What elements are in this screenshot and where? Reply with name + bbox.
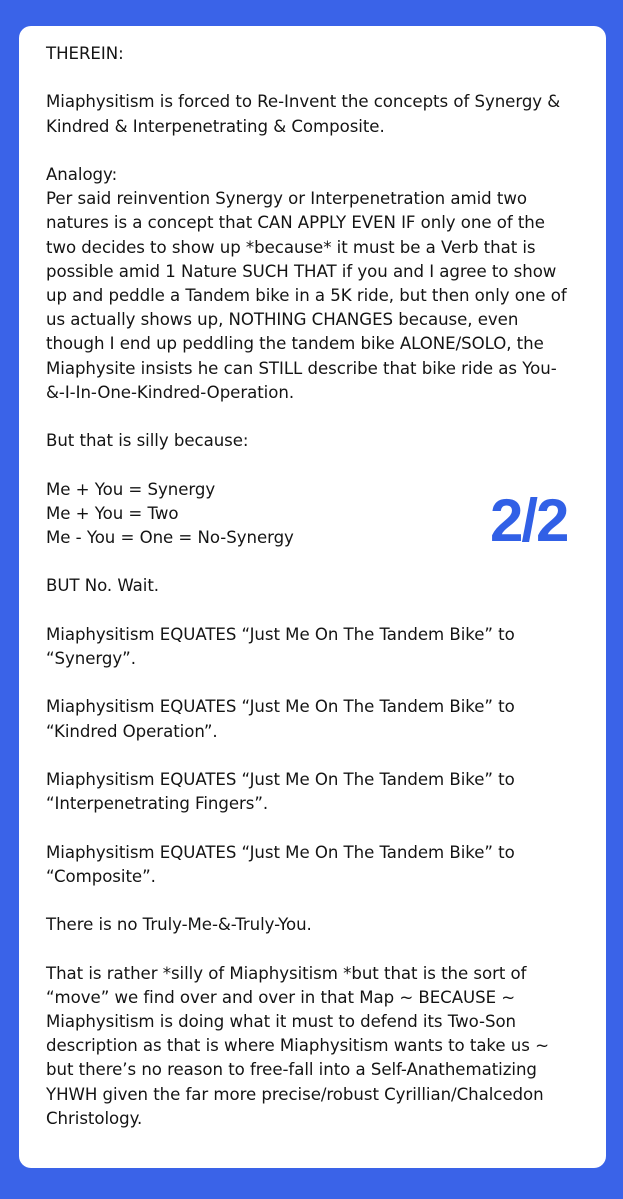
text-line: natures is a concept that CAN APPLY EVEN IF only one of the <box>46 213 545 233</box>
text-line: two decides to show up *because* it must be a Verb that is <box>46 237 536 257</box>
paragraph <box>46 163 590 405</box>
text-line: Me - You = One = No-Synergy <box>46 528 294 547</box>
text-line: Miaphysitism EQUATES “Just Me On The Tandem Bike” to <box>46 842 515 862</box>
document-card <box>19 26 606 1168</box>
text-line: possible amid 1 Nature SUCH THAT if you and I agree to show <box>46 261 557 281</box>
text-line: Miaphysitism EQUATES “Just Me On The Tandem Bike” to <box>46 769 515 789</box>
text-line: Miaphysite insists he can STILL describe that bike ride as You- <box>46 358 557 378</box>
text-line: up and peddle a Tandem bike in a 5K ride, but then only one of <box>46 286 567 305</box>
paragraph <box>46 429 590 453</box>
text-line: though I end up peddling the tandem bike ALONE/SOLO, the <box>46 334 544 354</box>
text-line: Miaphysitism is doing what it must to defend its Two-Son <box>46 1011 517 1031</box>
text-line: “Interpenetrating Fingers”. <box>46 794 269 814</box>
text-line: Me + You = Two <box>46 503 179 523</box>
text-line: BUT No. Wait. <box>46 576 160 596</box>
text-line: That is rather *silly of Miaphysitism *but that is the sort of <box>46 963 527 983</box>
text-line: There is no Truly-Me-&-Truly-You. <box>46 915 312 935</box>
text-line: “move” we find over and over in that Map ~ BECAUSE ~ <box>46 987 516 1007</box>
text-line: Miaphysitism EQUATES “Just Me On The Tandem Bike” to <box>46 624 515 644</box>
text-line: Kindred & Interpenetrating & Composite. <box>46 116 385 136</box>
text-line: &-I-In-One-Kindred-Operation. <box>46 382 295 402</box>
paragraph <box>46 574 590 598</box>
paragraph <box>46 962 590 1131</box>
text-line: Christology. <box>46 1108 143 1128</box>
page-number: 2/2 <box>490 487 568 554</box>
paragraph <box>46 90 590 138</box>
paragraph <box>46 695 590 743</box>
text-line: THEREIN: <box>46 44 124 63</box>
text-line: Analogy: <box>46 164 118 184</box>
paragraph <box>46 42 590 66</box>
text-line: Miaphysitism is forced to Re-Invent the concepts of Synergy & <box>46 92 561 112</box>
document-text <box>46 42 590 1131</box>
text-line: description as that is where Miaphysitism wants to take us ~ <box>46 1036 549 1056</box>
text-line: Per said reinvention Synergy or Interpenetration amid two <box>46 189 527 209</box>
text-line: Me + You = Synergy <box>46 479 216 499</box>
text-line: “Kindred Operation”. <box>46 721 218 741</box>
paragraph <box>46 841 590 889</box>
paragraph <box>46 768 590 816</box>
paragraph <box>46 623 590 671</box>
text-line: But that is silly because: <box>46 431 249 451</box>
paragraph <box>46 913 590 937</box>
text-line: but there’s no reason to free-fall into a Self-Anathematizing <box>46 1060 537 1080</box>
text-line: “Synergy”. <box>46 648 136 668</box>
text-line: Miaphysitism EQUATES “Just Me On The Tandem Bike” to <box>46 697 515 717</box>
text-line: YHWH given the far more precise/robust Cyrillian/Chalcedon <box>46 1084 544 1104</box>
text-line: “Composite”. <box>46 866 156 886</box>
text-line: us actually shows up, NOTHING CHANGES because, even <box>46 310 519 330</box>
